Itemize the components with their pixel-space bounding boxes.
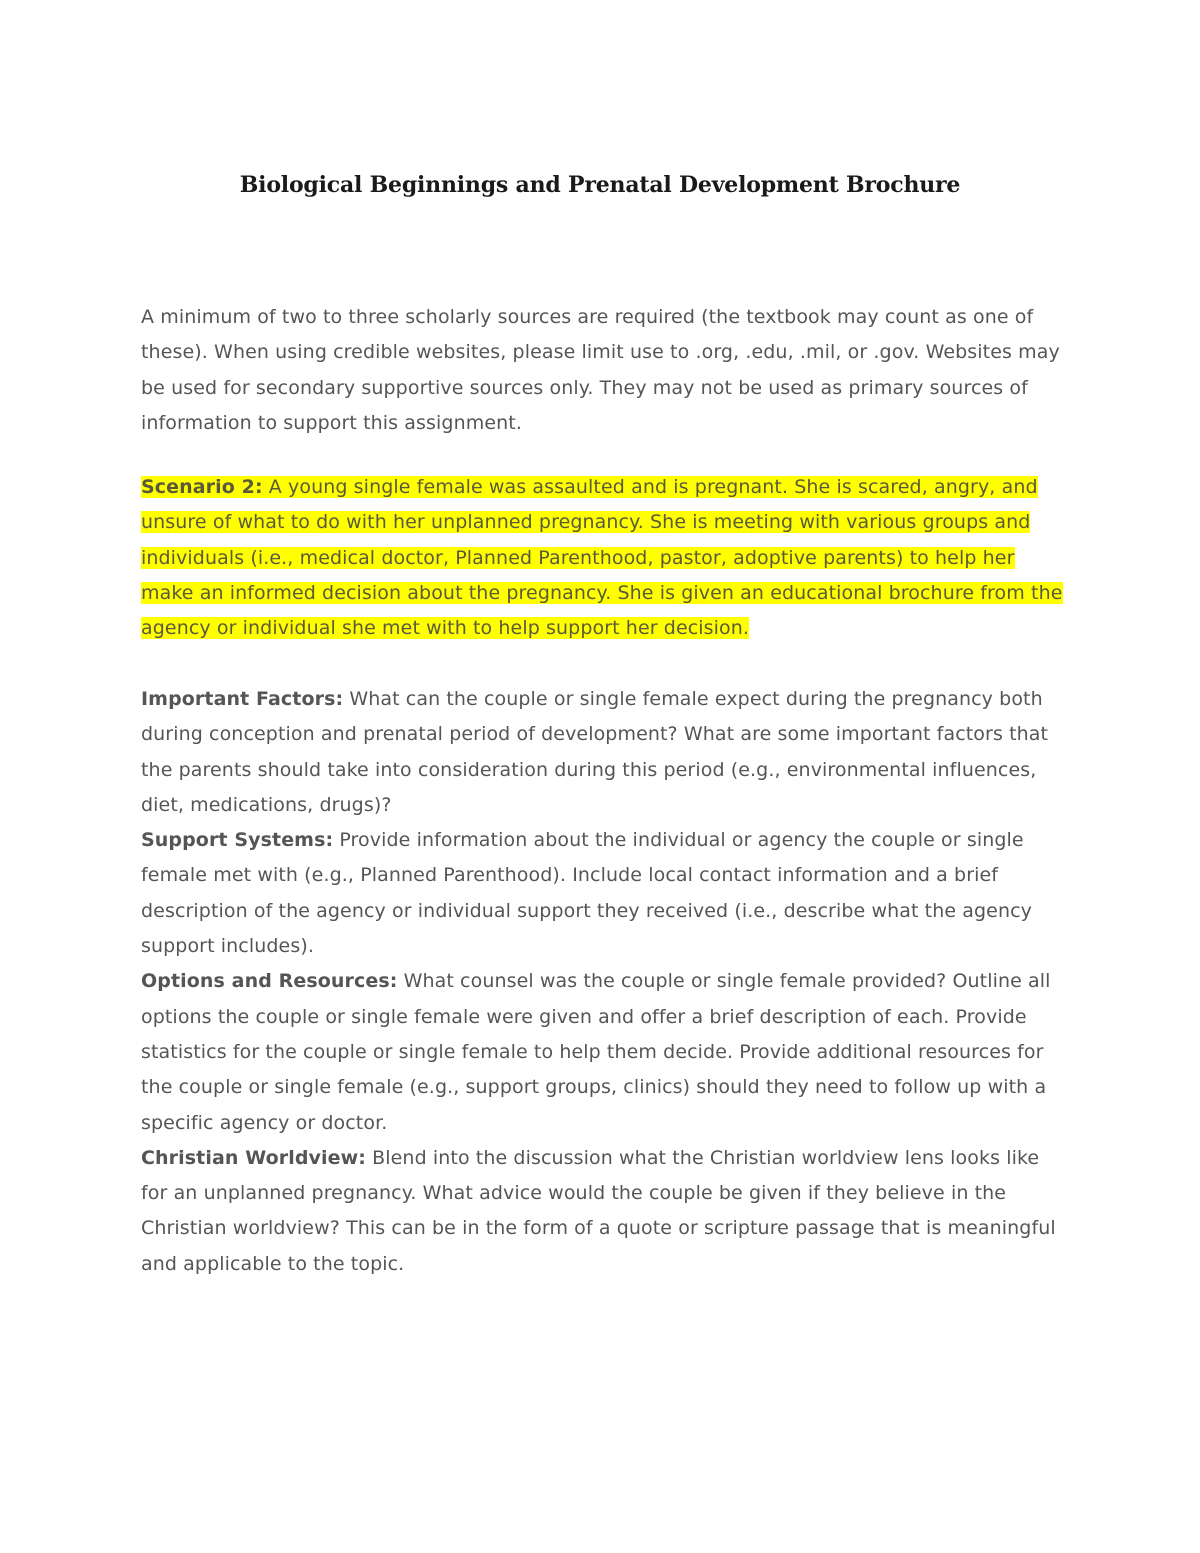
requirements-section [141, 682, 1066, 1282]
scenario-paragraph [141, 470, 1066, 646]
important-factors-text: What can the couple or single female expect during the pregnancy both during conception and prenatal period of development? What are some important factors that the parents should take into consideration during this period (e.g., environmental influences, diet, medications, drugs)? [141, 688, 1049, 816]
scenario-label: Scenario 2: [141, 476, 263, 498]
christian-worldview-text: Blend into the discussion what the Christian worldview lens looks like for an unplanned pregnancy. What advice would the couple be given if they believe in the Christian worldview? This can be in the form of a quote or scripture passage that is meaningful and applicable to the topic. [141, 1146, 1056, 1275]
scenario-text: A young single female was assaulted and is pregnant. She is scared, angry, and unsure of what to do with her unplanned pregnancy. She is meeting with various groups and individuals (i.e., medical doctor, Planned Parenthood, pastor, adoptive parents) to help her make an informed decision about the pregnancy. She is given an educational brochure from the agency or individual she met with to help support her decision. [141, 476, 1063, 640]
intro-paragraph [141, 300, 1066, 441]
options-resources-label: Options and Resources: [141, 970, 398, 993]
important-factors-label: Important Factors: [141, 688, 344, 710]
section-options-resources [141, 964, 1066, 1140]
section-important-factors [141, 682, 1066, 823]
support-systems-label: Support Systems: [141, 829, 334, 852]
section-christian-worldview [141, 1141, 1066, 1282]
scenario-text-block [141, 470, 1066, 646]
options-resources-text: What counsel was the couple or single female provided? Outline all options the couple or single female were given and offer a brief description of each. Provide statistics for the couple or single female to help them decide. Provide additional resources for the couple or single female (e.g., support groups, clinics) should they need to follow up with a specific agency or doctor. [141, 970, 1051, 1134]
section-support-systems [141, 823, 1066, 964]
document-title: Biological Beginnings and Prenatal Development Brochure [239, 172, 961, 198]
support-systems-text: Provide information about the individual or agency the couple or single female met with (e.g., Planned Parenthood). Include local contact information and a brief description of the agency or individual support they received (i.e., describe what the agency support includes). [141, 829, 1032, 958]
christian-worldview-label: Christian Worldview: [141, 1146, 366, 1169]
intro-text: A minimum of two to three scholarly sources are required (the textbook may count as one of these). When using credible websites, please limit use to .org, .edu, .mil, or .gov. Websites may be used for secondary supportive sources only. They may not be used as primary sources of information to support this assignment. [141, 306, 1060, 434]
